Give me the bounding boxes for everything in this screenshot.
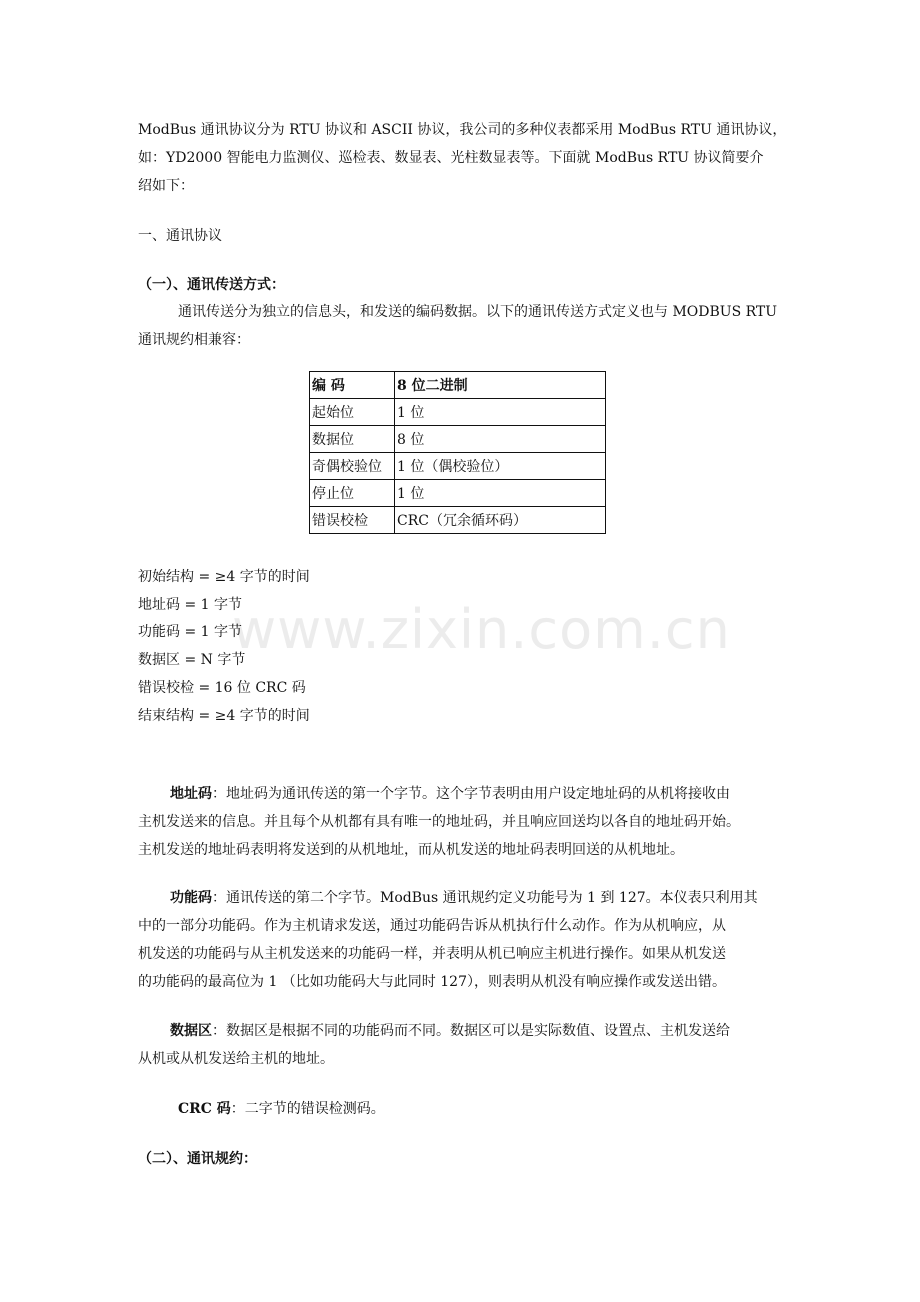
transmission-para-line-2: 通讯规约相兼容： [138, 332, 250, 348]
encoding-table [309, 371, 606, 534]
table-cell: 8 位 [395, 426, 606, 453]
intro-line-3: 绍如下： [138, 178, 194, 194]
table-header-cell: 8 位二进制 [395, 372, 606, 399]
intro-line-1: ModBus 通讯协议分为 RTU 协议和 ASCII 协议，我公司的多种仪表都采用 ModBus RTU 通讯协议， [138, 122, 787, 138]
crc-label: CRC 码 [178, 1101, 231, 1117]
intro-line-2: 如：YD2000 智能电力监测仪、巡检表、数显表、光柱数显表等。下面就 ModBus RTU 协议简要介 [138, 150, 764, 166]
function-para-line-3: 机发送的功能码与从主机发送来的功能码一样，并表明从机已响应主机进行操作。如果从机发送 [138, 946, 726, 962]
subsection-title-protocol: （二）、通讯规约： [138, 1151, 257, 1167]
function-label: 功能码 [170, 890, 212, 906]
structure-line: 结束结构 = ≥4 字节的时间 [138, 708, 310, 724]
data-area-para-line-2: 从机或从机发送给主机的地址。 [138, 1051, 334, 1067]
data-area-para-line-1 [170, 1021, 730, 1041]
table-cell: 1 位（偶校验位） [395, 453, 606, 480]
address-label: 地址码 [170, 786, 212, 802]
function-text: ：通讯传送的第二个字节。ModBus 通讯规约定义功能号为 1 到 127。本仪表只利用其 [212, 890, 758, 906]
table-cell: 错误校检 [310, 507, 395, 534]
table-cell: 1 位 [395, 399, 606, 426]
function-para-line-2: 中的一部分功能码。作为主机请求发送，通过功能码告诉从机执行什么动作。作为从机响应，从 [138, 918, 726, 934]
table-cell: 停止位 [310, 480, 395, 507]
table-row [310, 453, 606, 480]
address-text: ：地址码为通讯传送的第一个字节。这个字节表明由用户设定地址码的从机将接收由 [212, 786, 730, 802]
address-para-line-3: 主机发送的地址码表明将发送到的从机地址，而从机发送的地址码表明回送的从机地址。 [138, 842, 684, 858]
address-para-line-1 [170, 784, 730, 804]
table-row [310, 480, 606, 507]
table-row [310, 507, 606, 534]
structure-line: 初始结构 = ≥4 字节的时间 [138, 569, 310, 585]
table-cell: 奇偶校验位 [310, 453, 395, 480]
function-para-line-4: 的功能码的最高位为 1 （比如功能码大与此同时 127），则表明从机没有响应操作或发送出错。 [138, 974, 726, 990]
crc-text: ：二字节的错误检测码。 [230, 1101, 385, 1117]
structure-line: 地址码 = 1 字节 [138, 597, 242, 613]
table-header-row [310, 372, 606, 399]
data-area-text: ：数据区是根据不同的功能码而不同。数据区可以是实际数值、设置点、主机发送给 [212, 1023, 730, 1039]
data-area-label: 数据区 [170, 1023, 212, 1039]
table-header-cell: 编 码 [310, 372, 395, 399]
table-cell: 数据位 [310, 426, 395, 453]
function-para-line-1 [170, 888, 758, 908]
table-row [310, 399, 606, 426]
structure-line: 数据区 = N 字节 [138, 652, 246, 668]
table-cell: 1 位 [395, 480, 606, 507]
table-cell: 起始位 [310, 399, 395, 426]
subsection-title-transmission: （一）、通讯传送方式： [138, 277, 285, 293]
crc-para [178, 1099, 385, 1119]
structure-line: 错误校检 = 16 位 CRC 码 [138, 680, 306, 696]
watermark: www.zixin.com.cn [232, 598, 731, 661]
structure-line: 功能码 = 1 字节 [138, 624, 242, 640]
section-title: 一、通讯协议 [138, 228, 222, 244]
transmission-para-line-1: 通讯传送分为独立的信息头，和发送的编码数据。以下的通讯传送方式定义也与 MODBUS RTU [178, 304, 778, 320]
address-para-line-2: 主机发送来的信息。并且每个从机都有具有唯一的地址码，并且响应回送均以各自的地址码开始。 [138, 814, 740, 830]
table-row [310, 426, 606, 453]
table-cell: CRC（冗余循环码） [395, 507, 606, 534]
